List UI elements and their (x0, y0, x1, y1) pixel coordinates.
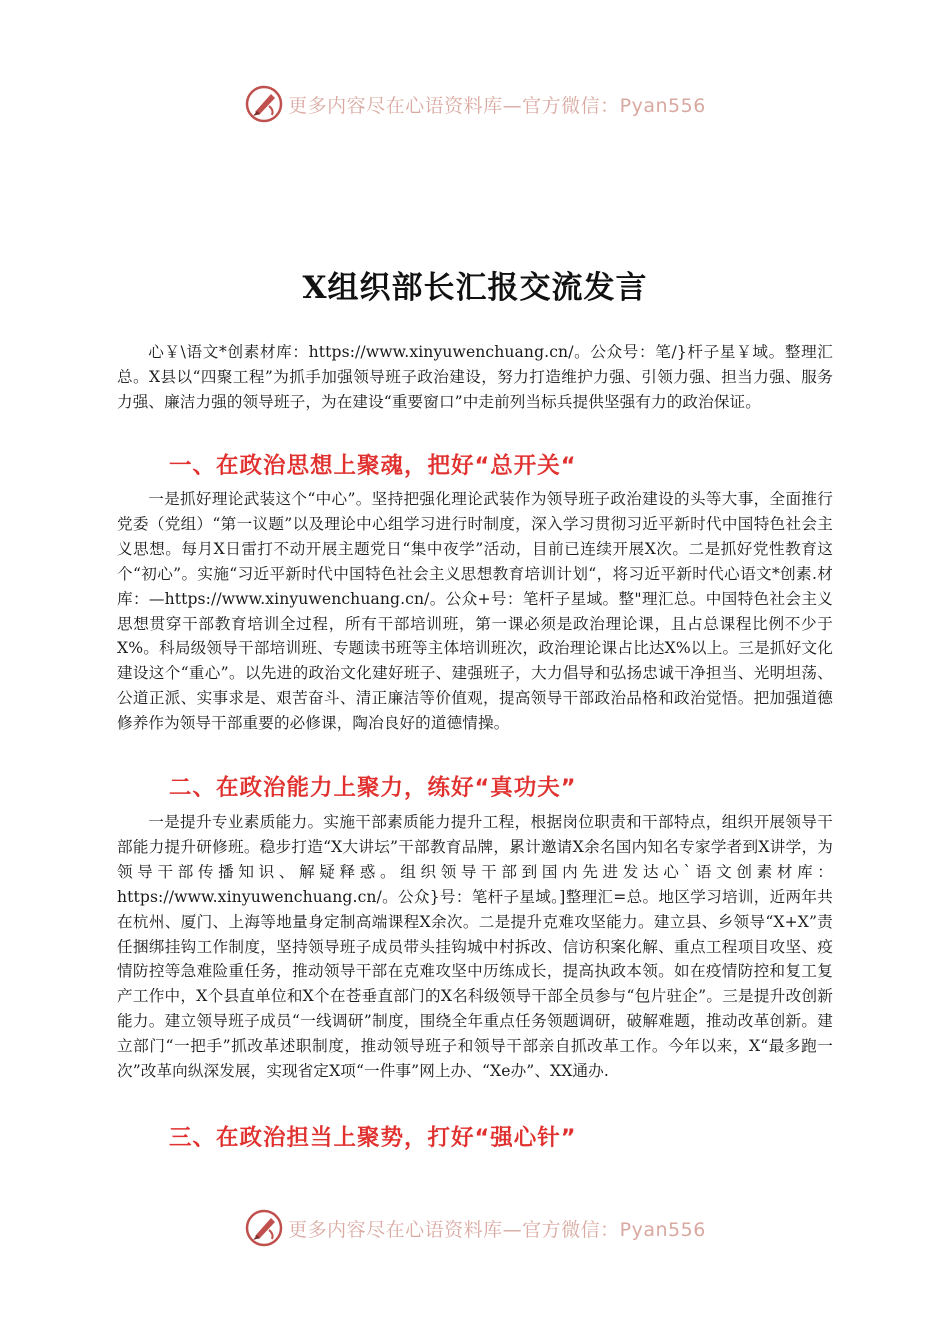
header-watermark (0, 82, 950, 126)
section-heading: 三、在政治担当上聚势，打好“强心针” (169, 1125, 577, 1151)
pen-seal-logo-icon (244, 84, 284, 124)
watermark-text: 更多内容尽在心语资料库—官方微信：Pyan556 (288, 94, 706, 117)
pen-seal-logo-icon (244, 1208, 284, 1248)
intro-block (117, 340, 833, 415)
section-2-heading-block (117, 770, 833, 802)
document-title: X组织部长汇报交流发言 (302, 270, 648, 306)
intro-paragraph: 心￥\语文*创素材库：https://www.xinyuwenchuang.cn/。公众号：笔/}杆子星￥域。整理汇总。X县以“四聚工程”为抓手加强领导班子政治建设，努力打造维护力强、引领力强、担当力强、服务力强、廉洁力强的领导班子，为在建设“重要窗口”中走前列当标兵提供坚强有力的政治保证。 (117, 343, 833, 411)
watermark-text: 更多内容尽在心语资料库—官方微信：Pyan556 (288, 1218, 706, 1241)
section-1-body-block (117, 487, 833, 736)
section-paragraph: 一是提升专业素质能力。实施干部素质能力提升工程，根据岗位职责和干部特点，组织开展领导干部能力提升研修班。稳步打造“X大讲坛”干部教育品牌，累计邀请X余名国内知名专家学者到X讲学，为领导干部传播知识、解疑释惑。组织领导干部到国内先进发达心`语文创素材库：https://www.xinyuwenchuang.cn/。公众}号：笔杆子星域。]整理汇=总。地区学习培训，近两年共在杭州、厦门、上海等地量身定制高端课程X余次。二是提升克难攻坚能力。建立县、乡领导“X+X”责任捆绑挂钩工作制度，坚持领导班子成员带头挂钩城中村拆改、信访积案化解、重点工程项目攻坚、疫情防控等急难险重任务，推动领导干部在克难攻坚中历练成长，提高执政本领。如在疫情防控和复工复产工作中，X个县直单位和X个在苍垂直部门的X名科级领导干部全员参与“包片驻企”。三是提升改创新能力。建立领导班子成员“一线调研”制度，围绕全年重点任务领题调研，破解难题，推动改革创新。建立部门“一把手”抓改革述职制度，推动领导班子和领导干部亲自抓改革工作。今年以来，X“最多跑一次”改革向纵深发展，实现省定X项“一件事”网上办、“Xe办”、XX通办. (117, 813, 833, 1081)
footer-watermark (0, 1206, 950, 1250)
section-1-heading-block (117, 448, 833, 480)
section-heading: 二、在政治能力上聚力，练好“真功夫” (169, 775, 577, 801)
section-2-body-block (117, 810, 833, 1084)
section-3-heading-block (117, 1120, 833, 1152)
section-paragraph: 一是抓好理论武装这个“中心”。坚持把强化理论武装作为领导班子政治建设的头等大事，全面推行党委（党组）“第一议题”以及理论中心组学习进行时制度，深入学习贯彻习近平新时代中国特色社会主义思想。每月X日雷打不动开展主题党日“集中夜学”活动，目前已连续开展X次。二是抓好党性教育这个“初心”。实施“习近平新时代中国特色社会主义思想教育培训计划“，将习近平新时代心语文*创素.材库：—https://www.xinyuwenchuang.cn/。公众+号：笔杆子星域。整"理汇总。中国特色社会主义思想贯穿干部教育培训全过程，所有干部培训班，第一课必须是政治理论课，且占总课程比例不少于X%。科局级领导干部培训班、专题读书班等主体培训班次，政治理论课占比达X%以上。三是抓好文化建设这个“重心”。以先进的政治文化建好班子、建强班子，大力倡导和弘扬忠诚干净担当、光明坦荡、公道正派、实事求是、艰苦奋斗、清正廉洁等价值观，提高领导干部政治品格和政治觉悟。把加强道德修养作为领导干部重要的必修课，陶冶良好的道德情操。 (117, 490, 833, 733)
section-heading: 一、在政治思想上聚魂，把好“总开关“ (169, 453, 577, 479)
